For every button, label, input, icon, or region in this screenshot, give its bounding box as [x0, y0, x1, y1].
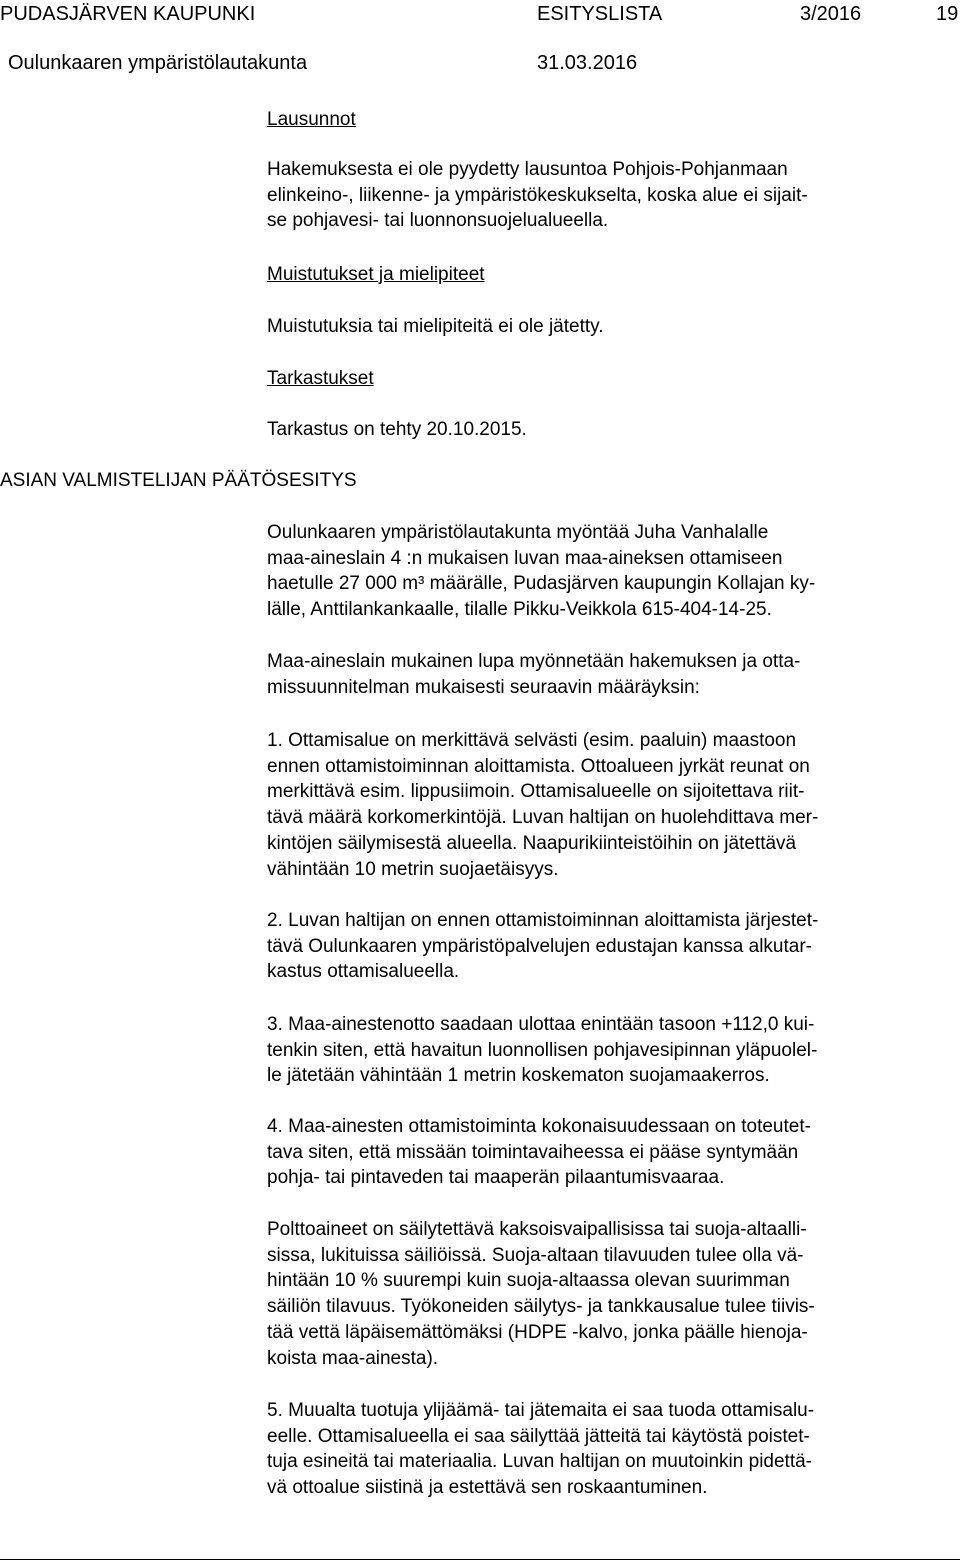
text-line: pohja- tai pintaveden tai maaperän pilaantumisvaaraa.	[267, 1167, 725, 1189]
text-line: Polttoaineet on säilytettävä kaksoisvaipallisissa tai suoja-altaalli-	[267, 1219, 807, 1240]
proposal-intro	[267, 520, 927, 623]
text-line: Maa-aineslain mukainen lupa myönnetään hakemuksen ja otta-	[267, 651, 801, 672]
text-line: tävä määrä korkomerkintöjä. Luvan haltijan on huolehdittava mer-	[267, 807, 819, 829]
text-line: kintöjen säilymisestä alueella. Naapurikiinteistöihin on jätettävä	[267, 832, 797, 854]
issue-number: 3/2016	[800, 3, 862, 25]
text-line: tenkin siten, että havaitun luonnollisen pohjavesipinnan yläpuolel-	[267, 1039, 818, 1061]
text-line: 1. Ottamisalue on merkittävä selvästi (esim. paaluin) maastoon	[267, 730, 797, 751]
text-line: haetulle 27 000 m³ määrälle, Pudasjärven kaupungin Kollajan ky-	[267, 573, 816, 595]
organization-name: PUDASJÄRVEN KAUPUNKI	[0, 3, 256, 25]
tarkastukset-heading: Tarkastukset	[267, 368, 374, 389]
condition-item-3	[267, 1012, 927, 1089]
text-line: eelle. Ottamisalueella ei saa säilyttää jätteitä tai käytöstä poistet-	[267, 1425, 810, 1447]
footer-rule	[0, 1559, 960, 1560]
text-line: Hakemuksesta ei ole pyydetty lausuntoa Pohjois-Pohjanmaan	[267, 159, 788, 180]
text-line: lälle, Anttilankankaalle, tilalle Pikku-Veikkola 615-404-14-25.	[267, 599, 772, 621]
muistutukset-heading: Muistutukset ja mielipiteet	[267, 264, 485, 285]
text-line: 4. Maa-ainesten ottamistoiminta kokonaisuudessaan on toteutet-	[267, 1116, 811, 1137]
text-line: vähintään 10 metrin suojaetäisyys.	[267, 858, 559, 880]
document-type: ESITYSLISTA	[537, 3, 663, 25]
condition-item-2	[267, 908, 927, 985]
condition-item-4	[267, 1114, 927, 1191]
tarkastukset-text: Tarkastus on tehty 20.10.2015.	[267, 419, 527, 440]
text-line: missuunnitelman mukaisesti seuraavin määräyksin:	[267, 676, 700, 698]
text-line: 5. Muualta tuotuja ylijäämä- tai jätemaita ei saa tuoda ottamisalu-	[267, 1400, 815, 1421]
text-line: kastus ottamisalueella.	[267, 961, 460, 983]
condition-item-5	[267, 1398, 927, 1501]
text-line: 3. Maa-ainestenotto saadaan ulottaa enintään tasoon +112,0 kui-	[267, 1014, 815, 1035]
text-line: tävä Oulunkaaren ympäristöpalvelujen edustajan kanssa alkutar-	[267, 935, 812, 957]
page-number: 19	[936, 3, 959, 25]
muistutukset-text: Muistutuksia tai mielipiteitä ei ole jätetty.	[267, 316, 604, 337]
text-line: tää vettä läpäisemättömäksi (HDPE -kalvo, jonka päälle hienoja-	[267, 1321, 808, 1343]
text-line: säiliön tilavuus. Työkoneiden säilytys- ja tankkausalue tulee tiivis-	[267, 1296, 815, 1318]
text-line: elinkeino-, liikenne- ja ympäristökeskukselta, koska alue ei sijait-	[267, 184, 808, 206]
text-line: merkittävä esim. lippusiimoin. Ottamisalueelle on sijoitettava riit-	[267, 781, 805, 803]
condition-item-1	[267, 728, 927, 882]
committee-name: Oulunkaaren ympäristölautakunta	[8, 52, 308, 74]
text-line: sissa, lukituissa säiliöissä. Suoja-altaan tilavuuden tulee olla vä-	[267, 1244, 804, 1266]
text-line: se pohjavesi- tai luonnonsuojelualueella.	[267, 210, 609, 232]
text-line: hintään 10 % suurempi kuin suoja-altaassa olevan suurimman	[267, 1270, 790, 1292]
text-line: maa-aineslain 4 :n mukaisen luvan maa-aineksen ottamiseen	[267, 547, 783, 569]
meeting-date: 31.03.2016	[537, 52, 638, 74]
text-line: koista maa-ainesta).	[267, 1347, 439, 1369]
text-line: Oulunkaaren ympäristölautakunta myöntää Juha Vanhalalle	[267, 522, 769, 543]
proposal-label: ASIAN VALMISTELIJAN PÄÄTÖSESITYS	[0, 470, 357, 491]
polttoaine-paragraph	[267, 1217, 927, 1371]
text-line: vä ottoalue siistinä ja estettävä sen roskaantuminen.	[267, 1477, 708, 1499]
text-line: ennen ottamistoiminnan aloittamista. Ottoalueen jyrkät reunat on	[267, 755, 810, 777]
lupa-paragraph	[267, 649, 927, 700]
text-line: 2. Luvan haltijan on ennen ottamistoiminnan aloittamista järjestet-	[267, 910, 819, 931]
lausunnot-text	[267, 157, 927, 234]
text-line: tuja esineitä tai materiaalia. Luvan haltijan on muutoinkin pidettä-	[267, 1451, 812, 1473]
text-line: tava siten, että missään toimintavaiheessa ei pääse syntymään	[267, 1141, 799, 1163]
text-line: le jätetään vähintään 1 metrin koskematon suojamaakerros.	[267, 1065, 770, 1087]
lausunnot-heading: Lausunnot	[267, 109, 356, 130]
